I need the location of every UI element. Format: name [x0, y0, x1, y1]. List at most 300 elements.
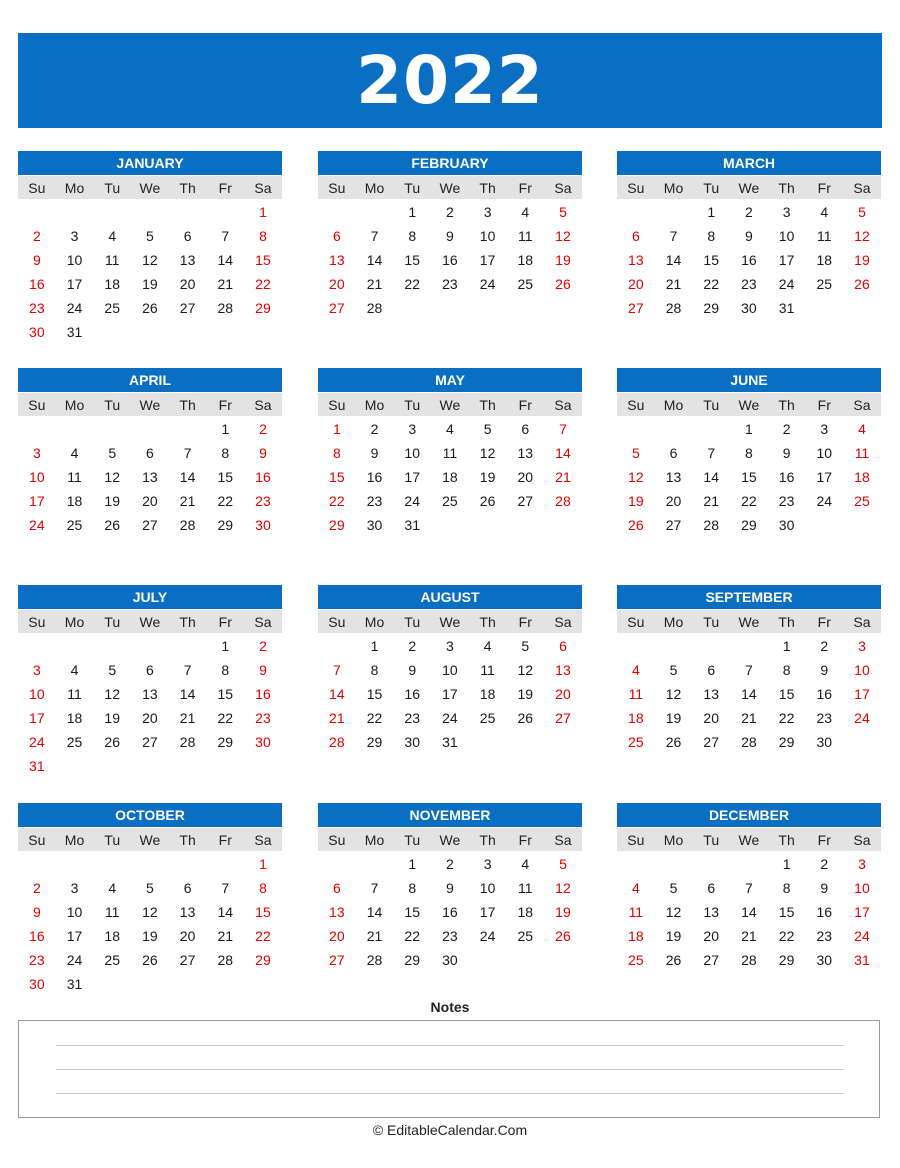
day-cell[interactable]: 3	[483, 204, 492, 220]
day-cell[interactable]: 2	[745, 204, 753, 220]
day-cell[interactable]: 15	[255, 252, 271, 268]
day-cell[interactable]: 3	[446, 638, 454, 654]
day-cell[interactable]: 9	[446, 880, 454, 896]
day-cell[interactable]: 9	[259, 662, 267, 678]
day-cell[interactable]: 15	[366, 686, 383, 702]
day-cell[interactable]: 16	[29, 928, 45, 944]
day-cell[interactable]: 5	[108, 662, 117, 678]
day-cell[interactable]: 27	[142, 517, 158, 533]
day-cell[interactable]: 18	[628, 928, 644, 944]
day-cell[interactable]: 11	[854, 445, 870, 461]
day-cell[interactable]: 16	[816, 686, 833, 702]
day-cell[interactable]: 18	[517, 252, 534, 268]
day-cell[interactable]: 3	[408, 421, 417, 437]
day-cell[interactable]: 4	[521, 856, 530, 872]
day-cell[interactable]: 24	[778, 276, 795, 292]
day-cell[interactable]: 26	[665, 952, 682, 968]
day-cell[interactable]: 14	[555, 445, 571, 461]
day-cell[interactable]: 1	[259, 204, 267, 220]
day-cell[interactable]: 20	[517, 469, 534, 485]
day-cell[interactable]: 10	[854, 662, 870, 678]
day-cell[interactable]: 11	[480, 662, 495, 678]
day-cell[interactable]: 19	[142, 928, 158, 944]
day-cell[interactable]: 4	[108, 228, 117, 244]
day-cell[interactable]: 25	[104, 952, 120, 968]
day-cell[interactable]: 15	[404, 252, 420, 268]
day-cell[interactable]: 25	[816, 276, 833, 292]
day-cell[interactable]: 2	[820, 638, 829, 654]
day-cell[interactable]: 6	[146, 662, 154, 678]
day-cell[interactable]: 5	[483, 421, 492, 437]
day-cell[interactable]: 26	[517, 710, 534, 726]
day-cell[interactable]: 20	[665, 493, 682, 509]
day-cell[interactable]: 28	[217, 300, 234, 316]
day-cell[interactable]: 28	[555, 493, 571, 509]
day-cell[interactable]: 26	[142, 300, 158, 316]
day-cell[interactable]: 11	[67, 686, 82, 702]
day-cell[interactable]: 13	[142, 686, 158, 702]
day-cell[interactable]: 17	[479, 904, 496, 920]
day-cell[interactable]: 13	[703, 904, 719, 920]
day-cell[interactable]: 31	[29, 758, 45, 774]
day-cell[interactable]: 12	[142, 252, 158, 268]
day-cell[interactable]: 6	[707, 880, 716, 896]
day-cell[interactable]: 5	[631, 445, 640, 461]
day-cell[interactable]: 23	[366, 493, 383, 509]
day-cell[interactable]: 5	[108, 445, 117, 461]
day-cell[interactable]: 29	[703, 300, 719, 316]
day-cell[interactable]: 10	[29, 686, 45, 702]
day-cell[interactable]: 6	[332, 228, 341, 244]
day-cell[interactable]: 14	[217, 904, 234, 920]
day-cell[interactable]: 23	[816, 928, 833, 944]
day-cell[interactable]: 11	[628, 686, 644, 702]
day-cell[interactable]: 14	[366, 904, 383, 920]
day-cell[interactable]: 6	[669, 445, 678, 461]
day-cell[interactable]: 11	[628, 904, 644, 920]
day-cell[interactable]: 9	[408, 662, 417, 678]
day-cell[interactable]: 30	[404, 734, 420, 750]
day-cell[interactable]: 1	[707, 204, 716, 220]
day-cell[interactable]: 7	[221, 228, 230, 244]
day-cell[interactable]: 1	[332, 421, 341, 437]
day-cell[interactable]: 21	[366, 276, 383, 292]
day-cell[interactable]: 19	[555, 252, 571, 268]
day-cell[interactable]: 5	[559, 204, 567, 220]
day-cell[interactable]: 11	[518, 880, 533, 896]
day-cell[interactable]: 18	[479, 686, 496, 702]
day-cell[interactable]: 24	[854, 710, 870, 726]
day-cell[interactable]: 17	[816, 469, 833, 485]
day-cell[interactable]: 17	[479, 252, 496, 268]
day-cell[interactable]: 18	[854, 469, 870, 485]
day-cell[interactable]: 18	[442, 469, 458, 485]
day-cell[interactable]: 12	[104, 686, 120, 702]
day-cell[interactable]: 4	[631, 880, 640, 896]
day-cell[interactable]: 30	[741, 300, 757, 316]
day-cell[interactable]: 8	[782, 662, 791, 678]
day-cell[interactable]: 6	[146, 445, 154, 461]
day-cell[interactable]: 2	[32, 228, 41, 244]
day-cell[interactable]: 20	[179, 276, 196, 292]
day-cell[interactable]: 16	[29, 276, 45, 292]
day-cell[interactable]: 13	[179, 252, 196, 268]
day-cell[interactable]: 1	[782, 856, 791, 872]
day-cell[interactable]: 12	[628, 469, 644, 485]
day-cell[interactable]: 8	[408, 880, 417, 896]
day-cell[interactable]: 10	[66, 904, 83, 920]
day-cell[interactable]: 2	[259, 421, 267, 437]
day-cell[interactable]: 5	[146, 880, 154, 896]
day-cell[interactable]: 17	[854, 904, 870, 920]
day-cell[interactable]: 7	[559, 421, 567, 437]
day-cell[interactable]: 24	[479, 276, 496, 292]
day-cell[interactable]: 20	[142, 493, 158, 509]
day-cell[interactable]: 3	[820, 421, 829, 437]
day-cell[interactable]: 25	[442, 493, 458, 509]
day-cell[interactable]: 13	[142, 469, 158, 485]
day-cell[interactable]: 13	[179, 904, 196, 920]
day-cell[interactable]: 22	[217, 710, 234, 726]
day-cell[interactable]: 15	[329, 469, 345, 485]
day-cell[interactable]: 21	[665, 276, 682, 292]
day-cell[interactable]: 23	[29, 300, 45, 316]
day-cell[interactable]: 21	[179, 493, 196, 509]
day-cell[interactable]: 24	[854, 928, 870, 944]
day-cell[interactable]: 20	[555, 686, 571, 702]
day-cell[interactable]: 17	[778, 252, 795, 268]
day-cell[interactable]: 14	[179, 469, 196, 485]
day-cell[interactable]: 15	[741, 469, 757, 485]
day-cell[interactable]: 1	[259, 856, 267, 872]
day-cell[interactable]: 19	[628, 493, 644, 509]
day-cell[interactable]: 7	[183, 445, 192, 461]
day-cell[interactable]: 23	[442, 276, 458, 292]
day-cell[interactable]: 5	[146, 228, 154, 244]
day-cell[interactable]: 13	[665, 469, 682, 485]
day-cell[interactable]: 10	[854, 880, 870, 896]
day-cell[interactable]: 9	[32, 252, 41, 268]
day-cell[interactable]: 21	[741, 710, 757, 726]
day-cell[interactable]: 28	[665, 300, 682, 316]
day-cell[interactable]: 4	[820, 204, 829, 220]
day-cell[interactable]: 29	[741, 517, 757, 533]
day-cell[interactable]: 4	[70, 445, 79, 461]
day-cell[interactable]: 31	[404, 517, 420, 533]
day-cell[interactable]: 20	[329, 928, 345, 944]
day-cell[interactable]: 28	[741, 734, 757, 750]
day-cell[interactable]: 8	[221, 445, 230, 461]
day-cell[interactable]: 29	[255, 952, 271, 968]
day-cell[interactable]: 8	[259, 228, 267, 244]
day-cell[interactable]: 9	[259, 445, 267, 461]
day-cell[interactable]: 23	[255, 710, 271, 726]
day-cell[interactable]: 18	[104, 928, 120, 944]
day-cell[interactable]: 27	[329, 300, 345, 316]
day-cell[interactable]: 6	[707, 662, 716, 678]
day-cell[interactable]: 16	[741, 252, 757, 268]
day-cell[interactable]: 14	[366, 252, 383, 268]
day-cell[interactable]: 11	[104, 252, 120, 268]
day-cell[interactable]: 21	[179, 710, 196, 726]
day-cell[interactable]: 12	[555, 880, 571, 896]
day-cell[interactable]: 9	[820, 662, 829, 678]
day-cell[interactable]: 26	[142, 952, 158, 968]
day-cell[interactable]: 16	[442, 904, 458, 920]
day-cell[interactable]: 18	[66, 710, 83, 726]
day-cell[interactable]: 26	[104, 517, 120, 533]
day-cell[interactable]: 22	[255, 928, 271, 944]
day-cell[interactable]: 10	[29, 469, 45, 485]
day-cell[interactable]: 20	[179, 928, 196, 944]
day-cell[interactable]: 5	[559, 856, 567, 872]
day-cell[interactable]: 21	[217, 276, 234, 292]
day-cell[interactable]: 16	[366, 469, 383, 485]
day-cell[interactable]: 30	[778, 517, 795, 533]
day-cell[interactable]: 13	[555, 662, 571, 678]
day-cell[interactable]: 28	[366, 952, 383, 968]
day-cell[interactable]: 22	[329, 493, 345, 509]
day-cell[interactable]: 15	[255, 904, 271, 920]
day-cell[interactable]: 13	[628, 252, 644, 268]
day-cell[interactable]: 6	[183, 880, 192, 896]
day-cell[interactable]: 7	[332, 662, 341, 678]
day-cell[interactable]: 10	[816, 445, 833, 461]
day-cell[interactable]: 7	[370, 228, 379, 244]
day-cell[interactable]: 8	[408, 228, 417, 244]
day-cell[interactable]: 17	[66, 928, 83, 944]
day-cell[interactable]: 9	[745, 228, 753, 244]
day-cell[interactable]: 13	[517, 445, 534, 461]
day-cell[interactable]: 18	[104, 276, 120, 292]
day-cell[interactable]: 7	[370, 880, 379, 896]
day-cell[interactable]: 8	[221, 662, 230, 678]
day-cell[interactable]: 18	[628, 710, 644, 726]
day-cell[interactable]: 30	[255, 517, 271, 533]
day-cell[interactable]: 25	[854, 493, 870, 509]
day-cell[interactable]: 19	[104, 493, 120, 509]
day-cell[interactable]: 11	[817, 228, 832, 244]
day-cell[interactable]: 21	[329, 710, 345, 726]
day-cell[interactable]: 24	[66, 300, 83, 316]
day-cell[interactable]: 24	[404, 493, 420, 509]
day-cell[interactable]: 20	[703, 710, 719, 726]
day-cell[interactable]: 14	[741, 904, 757, 920]
day-cell[interactable]: 27	[703, 734, 719, 750]
day-cell[interactable]: 5	[669, 880, 678, 896]
day-cell[interactable]: 16	[816, 904, 833, 920]
day-cell[interactable]: 21	[741, 928, 757, 944]
day-cell[interactable]: 11	[518, 228, 533, 244]
day-cell[interactable]: 1	[408, 856, 417, 872]
day-cell[interactable]: 14	[741, 686, 757, 702]
day-cell[interactable]: 6	[521, 421, 530, 437]
day-cell[interactable]: 28	[741, 952, 757, 968]
day-cell[interactable]: 17	[404, 469, 420, 485]
day-cell[interactable]: 7	[183, 662, 192, 678]
day-cell[interactable]: 19	[104, 710, 120, 726]
day-cell[interactable]: 26	[555, 928, 571, 944]
day-cell[interactable]: 25	[517, 276, 534, 292]
day-cell[interactable]: 27	[179, 952, 196, 968]
day-cell[interactable]: 23	[741, 276, 757, 292]
day-cell[interactable]: 29	[217, 734, 234, 750]
day-cell[interactable]: 27	[329, 952, 345, 968]
day-cell[interactable]: 25	[628, 734, 644, 750]
day-cell[interactable]: 26	[665, 734, 682, 750]
day-cell[interactable]: 27	[142, 734, 158, 750]
day-cell[interactable]: 22	[404, 928, 420, 944]
day-cell[interactable]: 6	[631, 228, 640, 244]
day-cell[interactable]: 25	[66, 517, 83, 533]
day-cell[interactable]: 27	[555, 710, 571, 726]
day-cell[interactable]: 14	[703, 469, 719, 485]
day-cell[interactable]: 25	[66, 734, 83, 750]
day-cell[interactable]: 13	[703, 686, 719, 702]
day-cell[interactable]: 31	[66, 976, 83, 992]
day-cell[interactable]: 11	[442, 445, 458, 461]
day-cell[interactable]: 22	[255, 276, 271, 292]
day-cell[interactable]: 26	[479, 493, 496, 509]
day-cell[interactable]: 2	[446, 204, 454, 220]
day-cell[interactable]: 9	[32, 904, 41, 920]
day-cell[interactable]: 16	[255, 469, 271, 485]
day-cell[interactable]: 4	[483, 638, 492, 654]
day-cell[interactable]: 30	[816, 952, 833, 968]
day-cell[interactable]: 28	[703, 517, 719, 533]
day-cell[interactable]: 10	[479, 228, 496, 244]
day-cell[interactable]: 16	[404, 686, 420, 702]
day-cell[interactable]: 8	[332, 445, 341, 461]
day-cell[interactable]: 29	[255, 300, 271, 316]
day-cell[interactable]: 19	[665, 710, 682, 726]
day-cell[interactable]: 2	[32, 880, 41, 896]
day-cell[interactable]: 19	[142, 276, 158, 292]
day-cell[interactable]: 28	[329, 734, 345, 750]
day-cell[interactable]: 26	[628, 517, 644, 533]
day-cell[interactable]: 11	[67, 469, 82, 485]
day-cell[interactable]: 27	[517, 493, 534, 509]
day-cell[interactable]: 17	[29, 710, 45, 726]
day-cell[interactable]: 8	[259, 880, 267, 896]
day-cell[interactable]: 13	[329, 252, 345, 268]
day-cell[interactable]: 2	[408, 638, 417, 654]
day-cell[interactable]: 28	[366, 300, 383, 316]
day-cell[interactable]: 24	[442, 710, 458, 726]
day-cell[interactable]: 2	[782, 421, 791, 437]
day-cell[interactable]: 10	[404, 445, 420, 461]
day-cell[interactable]: 12	[665, 686, 682, 702]
day-cell[interactable]: 31	[778, 300, 795, 316]
day-cell[interactable]: 23	[816, 710, 833, 726]
day-cell[interactable]: 24	[29, 517, 45, 533]
day-cell[interactable]: 22	[741, 493, 757, 509]
day-cell[interactable]: 8	[782, 880, 791, 896]
day-cell[interactable]: 2	[820, 856, 829, 872]
day-cell[interactable]: 23	[778, 493, 795, 509]
day-cell[interactable]: 15	[217, 686, 234, 702]
day-cell[interactable]: 3	[32, 662, 41, 678]
day-cell[interactable]: 28	[179, 517, 196, 533]
day-cell[interactable]: 7	[221, 880, 230, 896]
day-cell[interactable]: 4	[108, 880, 117, 896]
day-cell[interactable]: 1	[745, 421, 753, 437]
day-cell[interactable]: 12	[665, 904, 682, 920]
day-cell[interactable]: 30	[366, 517, 383, 533]
day-cell[interactable]: 3	[858, 856, 866, 872]
day-cell[interactable]: 1	[408, 204, 417, 220]
day-cell[interactable]: 13	[329, 904, 345, 920]
day-cell[interactable]: 27	[703, 952, 719, 968]
day-cell[interactable]: 4	[70, 662, 79, 678]
day-cell[interactable]: 3	[70, 880, 79, 896]
day-cell[interactable]: 21	[217, 928, 234, 944]
day-cell[interactable]: 4	[631, 662, 640, 678]
day-cell[interactable]: 8	[707, 228, 716, 244]
day-cell[interactable]: 14	[665, 252, 682, 268]
day-cell[interactable]: 19	[665, 928, 682, 944]
day-cell[interactable]: 21	[555, 469, 571, 485]
day-cell[interactable]: 4	[521, 204, 530, 220]
day-cell[interactable]: 14	[329, 686, 345, 702]
day-cell[interactable]: 17	[66, 276, 83, 292]
day-cell[interactable]: 5	[669, 662, 678, 678]
day-cell[interactable]: 12	[555, 228, 571, 244]
day-cell[interactable]: 3	[32, 445, 41, 461]
day-cell[interactable]: 18	[517, 904, 534, 920]
day-cell[interactable]: 9	[370, 445, 379, 461]
day-cell[interactable]: 7	[669, 228, 678, 244]
day-cell[interactable]: 14	[217, 252, 234, 268]
day-cell[interactable]: 29	[329, 517, 345, 533]
day-cell[interactable]: 17	[854, 686, 870, 702]
day-cell[interactable]: 29	[217, 517, 234, 533]
day-cell[interactable]: 24	[816, 493, 833, 509]
day-cell[interactable]: 23	[442, 928, 458, 944]
day-cell[interactable]: 17	[29, 493, 45, 509]
day-cell[interactable]: 2	[370, 421, 379, 437]
day-cell[interactable]: 21	[703, 493, 719, 509]
day-cell[interactable]: 20	[628, 276, 644, 292]
day-cell[interactable]: 18	[816, 252, 833, 268]
day-cell[interactable]: 4	[446, 421, 454, 437]
day-cell[interactable]: 26	[104, 734, 120, 750]
day-cell[interactable]: 25	[628, 952, 644, 968]
day-cell[interactable]: 3	[70, 228, 79, 244]
day-cell[interactable]: 3	[858, 638, 866, 654]
day-cell[interactable]: 9	[446, 228, 454, 244]
day-cell[interactable]: 15	[217, 469, 234, 485]
day-cell[interactable]: 4	[858, 421, 866, 437]
day-cell[interactable]: 29	[778, 734, 795, 750]
day-cell[interactable]: 16	[778, 469, 795, 485]
day-cell[interactable]: 10	[442, 662, 458, 678]
day-cell[interactable]: 20	[703, 928, 719, 944]
day-cell[interactable]: 23	[404, 710, 420, 726]
day-cell[interactable]: 23	[255, 493, 271, 509]
day-cell[interactable]: 30	[816, 734, 833, 750]
day-cell[interactable]: 2	[259, 638, 267, 654]
day-cell[interactable]: 1	[370, 638, 379, 654]
day-cell[interactable]: 26	[854, 276, 870, 292]
day-cell[interactable]: 15	[404, 904, 420, 920]
day-cell[interactable]: 28	[179, 734, 196, 750]
day-cell[interactable]: 30	[29, 976, 45, 992]
day-cell[interactable]: 27	[628, 300, 644, 316]
day-cell[interactable]: 29	[366, 734, 383, 750]
day-cell[interactable]: 1	[782, 638, 791, 654]
day-cell[interactable]: 20	[142, 710, 158, 726]
